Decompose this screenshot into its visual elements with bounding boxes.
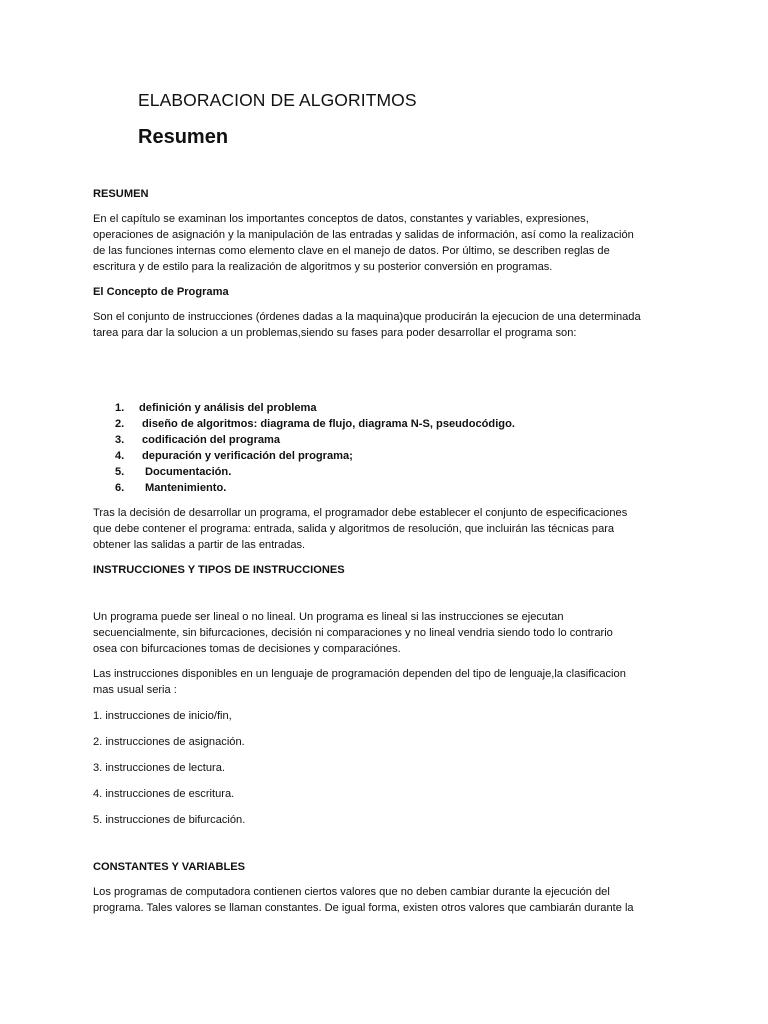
- list-item: [93, 480, 683, 496]
- spacer: [93, 578, 683, 600]
- text-line: secuencialmente, sin bifurcaciones, decisión ni comparaciones y no lineal vendria siendo todo lo contrario: [93, 627, 613, 639]
- list-number: 4.: [115, 450, 125, 462]
- section-heading-concepto: El Concepto de Programa: [93, 286, 229, 298]
- list-item: [93, 448, 683, 464]
- text-line: que debe contener el programa: entrada, salida y algoritmos de resolución, que incluirán las técnicas para: [93, 523, 615, 535]
- document-subtitle: Resumen: [138, 126, 229, 148]
- text-line: tarea para dar la solucion a un problemas,siendo su fases para poder desarrollar el programa son:: [93, 327, 577, 339]
- text-line: mas usual seria :: [93, 684, 177, 696]
- instrucciones-paragraph: [93, 609, 683, 657]
- concepto-after-paragraph: [93, 505, 683, 553]
- spacer: [93, 390, 683, 400]
- instruction-item: 1. instrucciones de inicio/fin,: [93, 710, 232, 722]
- list-item: [93, 432, 683, 448]
- text-line: Un programa puede ser lineal o no lineal. Un programa es lineal si las instrucciones se ejecutan: [93, 611, 564, 623]
- instruction-item: 4. instrucciones de escritura.: [93, 788, 235, 800]
- section-heading-instrucciones: INSTRUCCIONES Y TIPOS DE INSTRUCCIONES: [93, 564, 345, 576]
- list-number: 3.: [115, 434, 125, 446]
- list-text: Documentación.: [145, 466, 232, 478]
- text-line: osea con bifurcaciones tomas de decisiones y comparaciónes.: [93, 643, 401, 655]
- text-line: En el capítulo se examinan los importantes conceptos de datos, constantes y variables, expresiones,: [93, 213, 589, 225]
- spacer: [93, 341, 683, 390]
- program-phases-list: [93, 400, 683, 496]
- text-line: operaciones de asignación y la manipulación de las entradas y salidas de información, así como la realización: [93, 229, 634, 241]
- instruction-item: 5. instrucciones de bifurcación.: [93, 814, 246, 826]
- text-line: programa. Tales valores se llaman constantes. De igual forma, existen otros valores que cambiarán durante la: [93, 902, 634, 914]
- text-line: Tras la decisión de desarrollar un programa, el programador debe establecer el conjunto de especificaciones: [93, 507, 628, 519]
- list-text: depuración y verificación del programa;: [142, 450, 353, 462]
- text-line: Los programas de computadora contienen ciertos valores que no deben cambiar durante la ejecución del: [93, 886, 610, 898]
- list-text: diseño de algoritmos: diagrama de flujo, diagrama N-S, pseudocódigo.: [142, 418, 515, 430]
- text-line: Las instrucciones disponibles en un lenguaje de programación dependen del tipo de lenguaje,la clasificacion: [93, 668, 626, 680]
- list-text: Mantenimiento.: [145, 482, 227, 494]
- constantes-paragraph: [93, 884, 683, 916]
- list-text: definición y análisis del problema: [139, 402, 317, 414]
- list-item: [93, 400, 683, 416]
- document-title: ELABORACION DE ALGORITMOS: [138, 90, 417, 110]
- resumen-paragraph: [93, 211, 683, 275]
- section-heading-resumen: RESUMEN: [93, 188, 149, 200]
- instrucciones-paragraph-2: [93, 666, 683, 698]
- text-line: Son el conjunto de instrucciones (órdenes dadas a la maquina)que producirán la ejecucion de una determinada: [93, 311, 641, 323]
- instruction-item: 2. instrucciones de asignación.: [93, 736, 245, 748]
- instruction-item: 3. instrucciones de lectura.: [93, 762, 225, 774]
- list-item: [93, 464, 683, 480]
- section-heading-constantes: CONSTANTES Y VARIABLES: [93, 861, 246, 873]
- list-number: 1.: [115, 402, 125, 414]
- list-number: 2.: [115, 418, 125, 430]
- spacer: [93, 828, 683, 850]
- concepto-paragraph: [93, 309, 683, 341]
- list-number: 6.: [115, 482, 125, 494]
- text-line: obtener las salidas a partir de las entradas.: [93, 539, 306, 551]
- text-line: de las funciones internas como elemento clave en el manejo de datos. Por último, se describen reglas de: [93, 245, 610, 257]
- text-line: escritura y de estilo para la realización de algoritmos y su posterior conversión en programas.: [93, 261, 553, 273]
- document-body: [93, 186, 683, 916]
- list-item: [93, 416, 683, 432]
- list-number: 5.: [115, 466, 125, 478]
- list-text: codificación del programa: [142, 434, 281, 446]
